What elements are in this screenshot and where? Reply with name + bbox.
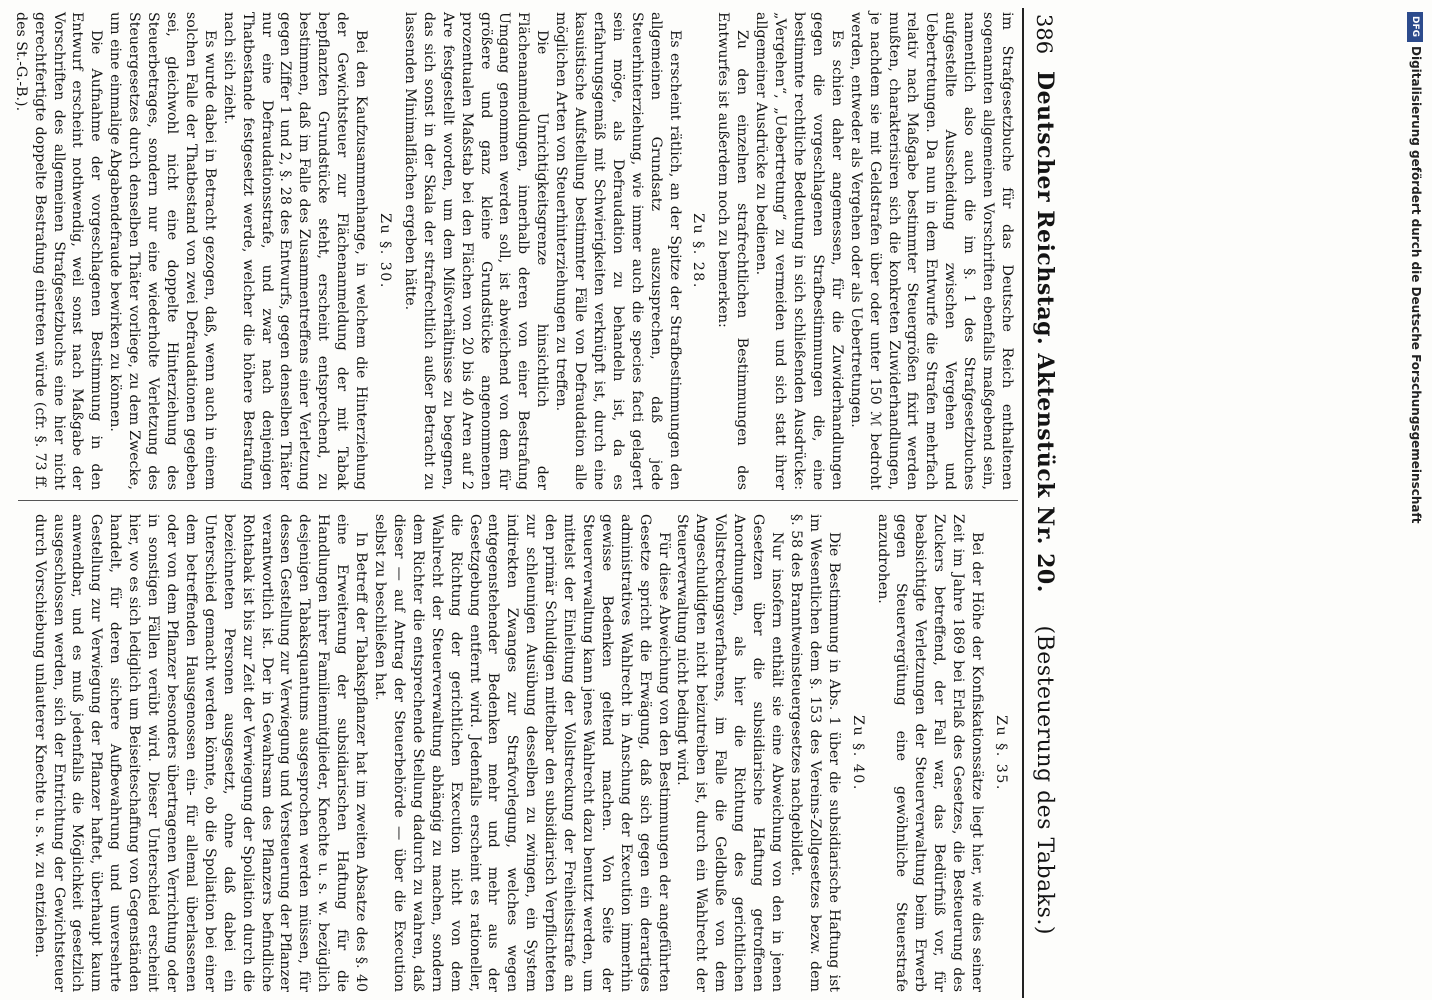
paragraph: In Betreff der Tabakspflanzer hat im zweiten Absatze des §. 40 eine Erweiterung der subsidiarischen Haftung für die Handlungen ihrer Familienmitglieder, Knechte u. s. w. bezüglich desjenigen Tabaksquantums ausgesprochen werden müssen, für dessen Gestellung zur Verwiegung und Versteuerung der Pflanzer verantwortlich ist. Der in Gewahrsam des Pflanzers befindliche Rohtabak ist bis zur Zeit der Verwiegung der Spoliation durch die bezeichneten Personen ausgesetzt, ohne daß dabei ein Unterschied gemacht werden könnte, ob die Spoliation bei einer dem betreffenden Hausgenossen ein- für allemal überlassenen oder von dem Pflanzer besonders übertragenen Verrichtung oder in sonstigen Fällen verübt wird. Dieser Unterschied erscheint hier, wo es sich lediglich um Beiseiteschaffung von Gegenständen handelt, für deren sichere Aufbewahrung und unversehrte Gestellung zur Verwiegung der Pflanzer haftet, überhaupt kaum anwendbar, und es muß jedenfalls die Möglichkeit gesetzlich ausgeschlossen werden, sich der Entrichtung der Gewichtsteuer durch Vorschiebung unlauterer Knechte u. s. w. zu entziehen. bbox=[31, 514, 370, 992]
credit-text: Digitalisierung gefördert durch die Deutsche Forschungsgemeinschaft bbox=[1409, 46, 1423, 524]
paragraph: Die Aufnahme der vorgeschlagenen Bestimmung in den Entwurf erscheint nothwendig, weil sonst nach Maßgabe der Vorschriften des allgemeinen Strafgesetzbuchs eine hier nicht gerechtfertigte doppelte Bestrafung eintreten würde (cfr. §. 73 ff. des St.-G.-B.). bbox=[12, 12, 105, 490]
left-column bbox=[11, 12, 1016, 490]
paragraph: Bei den Kaufzusammenhange, in welchem die Hinterziehung der Gewichtsteuer zur Flächenanmeldung der mit Tabak bepflanzten Grundstücke steht, erscheint entsprechend, zu bestimmen, daß im Falle des Zusammentreffens einer Verletzung gegen Ziffer 1 und 2, §. 28 des Entwurfs, gegen denselben Thäter nur eine Defraudationsstrafe, und zwar nach denjenigen Thatbestande festgesetzt werde, welcher die höhere Bestrafung nach sich zieht. bbox=[220, 12, 370, 490]
section-heading: Zu §. 30. bbox=[377, 213, 393, 289]
section-heading: Zu §. 28. bbox=[690, 213, 707, 289]
paragraph: Zu den einzelnen strafrechtlichen Bestimmungen des Entwurfes ist außerdem noch zu bemerken: bbox=[715, 12, 751, 490]
running-title bbox=[1032, 8, 1058, 998]
paragraph: Es erscheint rätlich, an der Spitze der Strafbestimmungen den allgemeinen Grundsatz auszusprechen, daß jede Steuerhinterziehung, wie immer auch die species facti gelagert sein möge, als Defraudation zu behandeln ist, da es erfahrungsgemäß mit Schwierigkeiten verknüpft ist, durch eine kasuistische Aufstellung bestimmter Fälle von Defraudation alle möglichen Arten von Steuerhinterziehungen zu treffen. bbox=[553, 12, 683, 490]
paragraph: Es wurde dabei in Betracht gezogen, daß, wenn auch in einem solchen Falle der Thatbestand von zwei Defraudationen gegeben sei, gleichwohl nicht eine doppelte Hinterziehung des Steuerbetrages, sondern nur eine wiederholte Verletzung des Steuergesetzes durch denselben Thäter vorliege, zu dem Zwecke, um eine einmalige Abgabendefraude bewirken zu können. bbox=[107, 12, 218, 490]
page-number: 386 bbox=[1032, 14, 1056, 55]
section-heading: Zu §. 35. bbox=[993, 715, 1009, 791]
paragraph: Nur insofern enthält sie eine Abweichung von den in jenen Gesetzen über die subsidiarische Haftung getroffenen Anordnungen, als hier die Richtung des gerichtlichen Vollstreckungsverfahrens, im Falle die Geldbuße von dem Angeschuldigten nicht beizutreiben ist, durch ein Wahlrecht der Steuerverwaltung nicht bedingt wird. bbox=[674, 514, 786, 992]
running-title-subtitle: (Besteuerung des Tabaks.) bbox=[1032, 625, 1057, 935]
paragraph: Es schien daher angemessen, für die Zuwiderhandlungen gegen die vorgeschlagenen Strafbestimmungen die, eine bestimmte rechtliche Bedeutung in sich schließenden Ausdrücke: „Vergehen“, „Uebertretung“ zu vermeiden und sich statt ihrer allgemeiner Ausdrücke zu bedienen. bbox=[753, 12, 845, 490]
dfg-logo: DFG bbox=[1407, 12, 1423, 42]
paragraph: Für diese Abweichung von den Bestimmungen der angeführten Gesetze spricht die Erwägung, daß sich gegen ein derartiges administratives Wahlrecht in Anschung der Execution immerhin gewisse Bedenken geltend machen. Von Seite der Steuerverwaltung kann jenes Wahlrecht dazu benutzt werden, um mittelst der Einleitung der Vollstreckung der Freiheitsstrafe an den primär Schuldigen mittelbar den subsidiarisch Verpflichteten zur schleunigen Ausübung desselben zu zwingen, ein System indirekten Zwanges zur Strafvorlegung, welches wegen entgegenstehender Bedenken mehr und mehr aus der Gesetzgebung entfernt wird. Jedenfalls erscheint es rationeller, die Richtung der gerichtlichen Execution nicht von dem Wahlrecht der Steuerverwaltung abhängig zu machen, sondern dem Richter die entsprechende Stellung dadurch zu wahren, daß dieser — auf Antrag der Steuerbehörde — über die Execution selbst zu beschließen hat. bbox=[372, 514, 672, 992]
running-title-main: Deutscher Reichstag. Aktenstück Nr. 20. bbox=[1032, 71, 1058, 593]
right-column bbox=[30, 514, 1016, 992]
section-heading: Zu §. 40. bbox=[849, 715, 866, 791]
column-divider bbox=[18, 500, 1018, 501]
paragraph: Die Bestimmung in Abs. 1 über die subsidiarische Haftung ist im Wesentlichen dem §. 153 des Vereins-Zollgesetzes bezw. dem §. 58 des Branntweinsteuergesetzes nachgebildet. bbox=[787, 514, 842, 992]
page-header bbox=[1022, 8, 1060, 998]
paragraph: Die Unrichtigkeitsgrenze hinsichtlich der Flächenanmeldungen, innerhalb deren von einer Bestrafung Umgang genommen werden soll, ist abweichend von dem für größere und ganz kleine Grundstücke angenommenen prozentualen Maßstab bei den Flächen von 20 bis 40 Aren auf 2 Are festgestellt worden, um dem Mißverhältnisse zu begegnen, das sich sonst in der Skala der strafrechtlich außer Betracht zu lassenden Minimalflächen ergeben hätte. bbox=[401, 12, 551, 490]
paragraph: Bei der Höhe der Konfiskationssätze liegt hier, wie dies seiner Zeit im Jahre 1869 bei Erlaß des Gesetzes, die Besteuerung des Zuckers betreffend, der Fall war, das Bedürfniß vor, für beabsichtigte Verletzungen der Steuerverwaltung beim Erwerb gegen Steuervergütung eine gewöhnliche Steuerstrafe anzudrohen. bbox=[874, 514, 986, 992]
rotated-document-page bbox=[10, 8, 1060, 998]
paragraph: im Strafgesetzbuche für das Deutsche Reich enthaltenen sogenannten allgemeinen Vorschriften ebenfalls maßgebend sein, namentlich also auch die im §. 1 des Strafgesetzbuches aufgestellte Ausscheidung zwischen Vergehen und Uebertretungen. Da nun in dem Entwurfe die Strafen mehrfach relativ nach Maßgabe bestimmter Steuergrößen fixirt werden mußten, charakterisiren sich die konkreten Zuwiderhandlungen, je nachdem sie mit Geldstrafen über oder unter 150 ℳ bedroht werden, entweder als Vergehen oder als Uebertretungen. bbox=[847, 12, 1015, 490]
digitization-credit bbox=[1405, 6, 1427, 996]
